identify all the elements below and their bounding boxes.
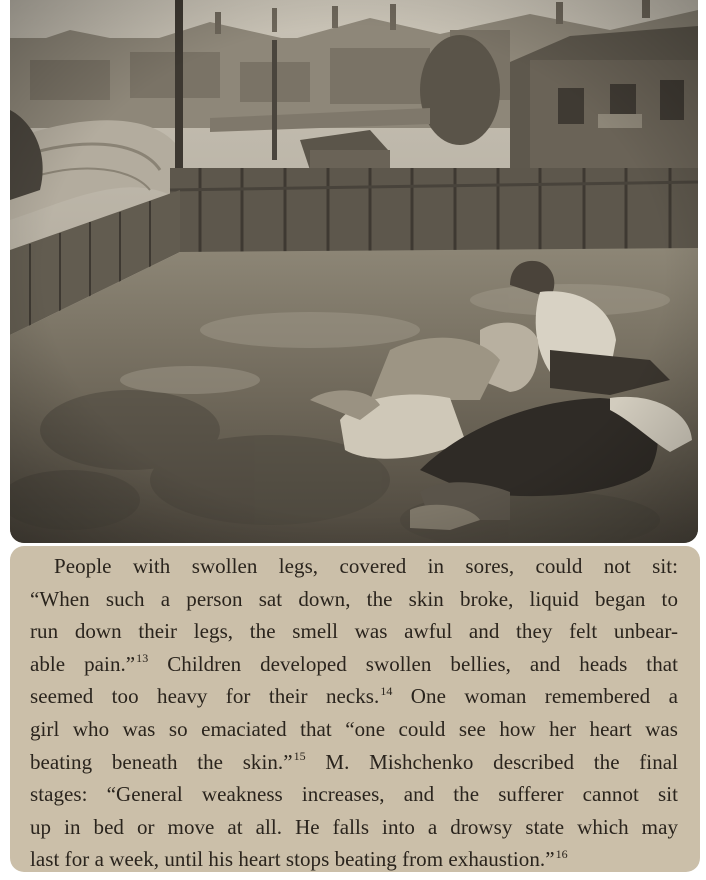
footnote-marker: 16	[555, 846, 568, 861]
text-line: last for a week, until his heart stops beating from exhaustion.”$^{16}$	[30, 846, 568, 872]
photograph-image	[10, 0, 698, 543]
text-line: beating beneath the skin.”$^{15}$ M. Mishchenko described the final	[30, 748, 678, 774]
text-line: girl who was so emaciated that “one could see how her heart was	[30, 716, 678, 741]
text-line: able pain.”$^{13}$ Children developed swollen bellies, and heads that	[30, 651, 678, 676]
footnote-marker: 15	[293, 748, 306, 763]
text-line: stages: “General weakness increases, and the sufferer cannot sit	[30, 782, 678, 807]
footnote-marker: 14	[380, 683, 393, 698]
text-line: “When such a person sat down, the skin broke, liquid began to	[30, 586, 678, 611]
archival-photograph	[10, 0, 698, 543]
text-line: run down their legs, the smell was awful and they felt unbear-	[30, 619, 678, 644]
footnote-marker: 13	[136, 651, 149, 666]
text-line: up in bed or move at all. He falls into a drowsy state which may	[30, 814, 678, 839]
text-passage	[10, 546, 700, 872]
text-line: seemed too heavy for their necks.$^{14}$ One woman remembered a	[30, 683, 678, 709]
text-line: People with swollen legs, covered in sores, could not sit:	[54, 554, 678, 578]
